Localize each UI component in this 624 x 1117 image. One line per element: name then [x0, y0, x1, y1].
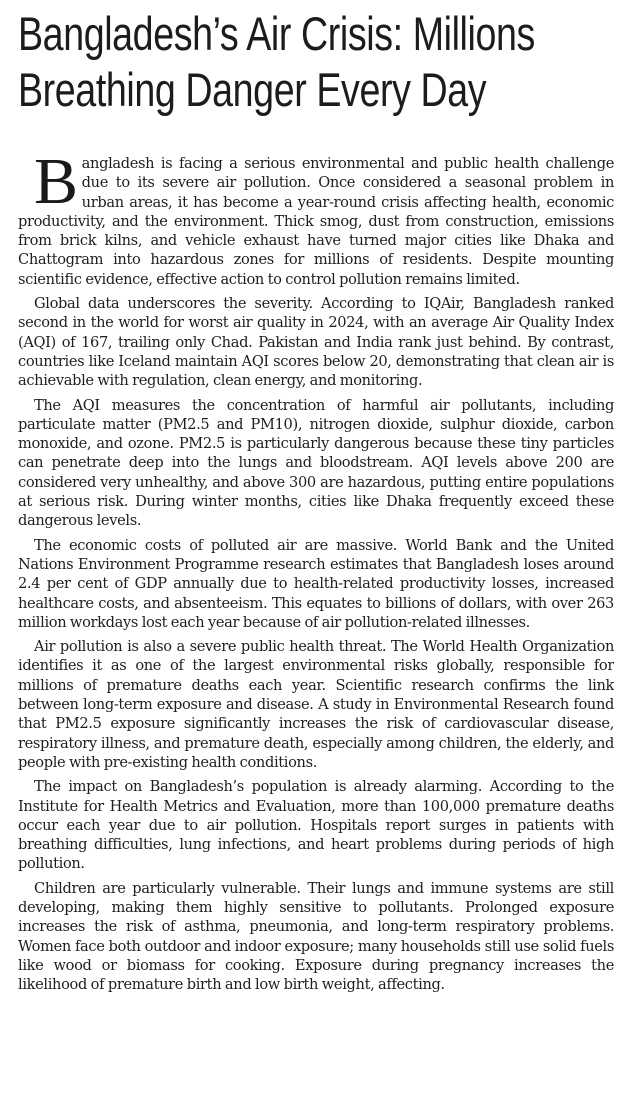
paragraph-6: The impact on Bangladesh’s population is already alarming. According to the Institute for Health Metrics and Evaluation, more than 100,000 premature deaths occur each year due to air pollution. Hospitals report surges in patients with breathing difficulties, lung infections, and heart problems during periods of high pollution.: [18, 778, 614, 873]
paragraph-3: The AQI measures the concentration of harmful air pollutants, including particulate matter (PM2.5 and PM10), nitrogen dioxide, sulphur dioxide, carbon monoxide, and ozone. PM2.5 is particularly dangerous because these tiny particles can penetrate deep into the lungs and bloodstream. AQI levels above 200 are considered very unhealthy, and above 300 are hazardous, putting entire populations at serious risk. During winter months, cities like Dhaka frequently exceed these dangerous levels.: [18, 396, 614, 530]
paragraph-7: Children are particularly vulnerable. Their lungs and immune systems are still developing, making them highly sensitive to pollutants. Prolonged exposure increases the risk of asthma, pneumonia, and long-term respiratory problems. Women face both outdoor and indoor exposure; many households still use solid fuels like wood or biomass for cooking. Exposure during pregnancy increases the likelihood of premature birth and low birth weight, affecting.: [18, 879, 614, 994]
paragraph-1: [18, 145, 614, 289]
article: [18, 0, 614, 1117]
headline-line-2: Breathing Danger Every Day: [18, 63, 487, 116]
headline: [18, 6, 610, 118]
paragraph-2: Global data underscores the severity. According to IQAir, Bangladesh ranked second in the world for worst air quality in 2024, with an average Air Quality Index (AQI) of 167, trailing only Chad. Pakistan and India rank just behind. By contrast, countries like Iceland maintain AQI scores below 20, demonstrating that clean air is achievable with regulation, clean energy, and monitoring.: [18, 295, 614, 390]
article-body: [18, 145, 614, 994]
paragraph-5: Air pollution is also a severe public health threat. The World Health Organization identifies it as one of the largest environmental risks globally, responsible for millions of premature deaths each year. Scientific research confirms the link between long-term exposure and disease. A study in Environmental Research found that PM2.5 exposure significantly increases the risk of cardiovascular disease, respiratory illness, and premature death, especially among children, the elderly, and people with pre-existing health conditions.: [18, 638, 614, 771]
headline-line-1: Bangladesh’s Air Crisis: Millions: [18, 7, 535, 60]
paragraph-4: The economic costs of polluted air are massive. World Bank and the United Nations Environment Programme research estimates that Bangladesh loses around 2.4 per cent of GDP annually due to health-related productivity losses, increased healthcare costs, and absenteeism. This equates to billions of dollars, with over 263 million workdays lost each year because of air pollution-related illnesses.: [18, 536, 614, 631]
drop-cap: B: [34, 145, 78, 218]
paragraph-1-text: angladesh is facing a serious environmental and public health challenge due to its severe air pollution. Once considered a seasonal problem in urban areas, it has become a year-round crisis affecting health, economic productivity, and the environment. Thick smog, dust from construction, emissions from brick kilns, and vehicle exhaust have turned major cities like Dhaka and Chattogram into hazardous zones for millions of residents. Despite mounting scientific evidence, effective action to control pollution remains limited.: [18, 155, 614, 288]
